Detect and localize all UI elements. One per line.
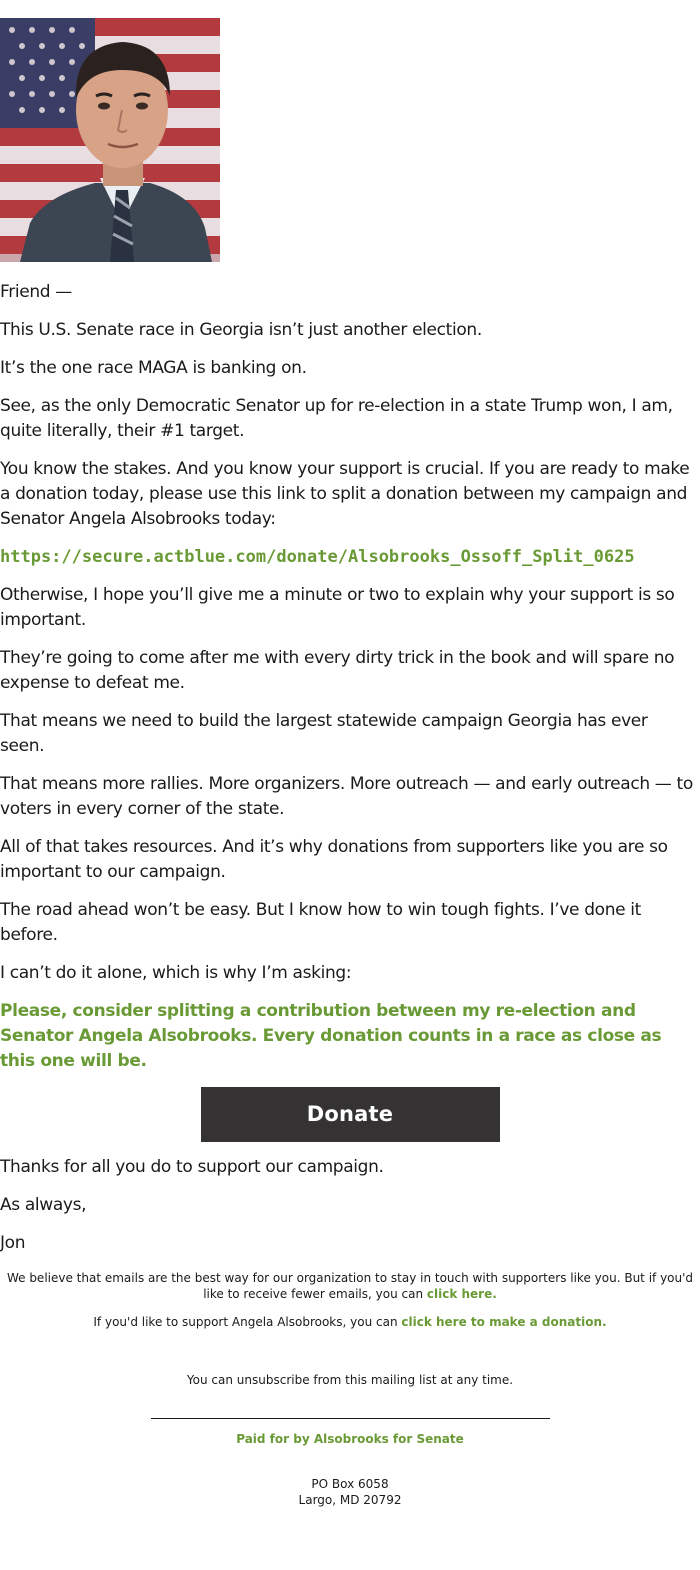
paragraph: I can’t do it alone, which is why I’m asking:	[0, 963, 352, 983]
paragraph: See, as the only Democratic Senator up for re-election in a state Trump won, I am, quite literally, their #1 target.	[0, 396, 673, 441]
paragraph: You know the stakes. And you know your support is crucial. If you are ready to make a donation today, please use this link to split a donation between my campaign and Senator Angela Alsobrooks today:	[0, 459, 690, 529]
support-donation-link[interactable]: click here to make a donation.	[401, 1315, 607, 1329]
paid-for-disclaimer: Paid for by Alsobrooks for Senate	[236, 1432, 464, 1446]
candidate-portrait-icon	[0, 18, 220, 262]
paragraph: They’re going to come after me with every dirty trick in the book and will spare no expense to defeat me.	[0, 648, 675, 693]
footer-divider	[151, 1418, 550, 1419]
paragraph: All of that takes resources. And it’s why donations from supporters like you are so important to our campaign.	[0, 837, 668, 882]
support-text: If you'd like to support Angela Alsobrooks, you can	[93, 1315, 398, 1329]
address-line-2: Largo, MD 20792	[298, 1493, 402, 1507]
donate-button-wrapper	[0, 1087, 700, 1142]
paragraph: Otherwise, I hope you’ll give me a minute or two to explain why your support is so important.	[0, 585, 675, 630]
paragraph: This U.S. Senate race in Georgia isn’t just another election.	[0, 320, 482, 340]
paragraph: That means we need to build the largest statewide campaign Georgia has ever seen.	[0, 711, 648, 756]
email-body	[0, 280, 696, 1269]
actblue-donate-link[interactable]: https://secure.actblue.com/donate/Alsobrooks_Ossoff_Split_0625	[0, 547, 635, 567]
fewer-emails-link[interactable]: click here.	[426, 1287, 497, 1301]
email-footer	[0, 1270, 700, 1508]
signature: Jon	[0, 1233, 26, 1253]
donate-button[interactable]: Donate	[201, 1087, 500, 1142]
candidate-photo	[0, 18, 220, 262]
closing-text: As always,	[0, 1195, 87, 1215]
paragraph: It’s the one race MAGA is banking on.	[0, 358, 307, 378]
paragraph: That means more rallies. More organizers. More outreach — and early outreach — to voters in every corner of the state.	[0, 774, 693, 819]
greeting: Friend —	[0, 282, 72, 302]
thanks-text: Thanks for all you do to support our campaign.	[0, 1157, 384, 1177]
address-line-1: PO Box 6058	[311, 1477, 389, 1491]
donation-ask[interactable]: Please, consider splitting a contribution between my re-election and Senator Angela Alsobrooks. Every donation counts in a race as close as this one will be.	[0, 1001, 662, 1071]
fewer-emails-note	[0, 1270, 700, 1302]
support-note	[0, 1314, 700, 1330]
paragraph: The road ahead won’t be easy. But I know how to win tough fights. I’ve done it before.	[0, 900, 641, 945]
unsubscribe-note: You can unsubscribe from this mailing list at any time.	[186, 1373, 514, 1387]
fewer-emails-text: We believe that emails are the best way for our organization to stay in touch with supporters like you. But if you'd like to receive fewer emails, you can	[6, 1271, 694, 1301]
